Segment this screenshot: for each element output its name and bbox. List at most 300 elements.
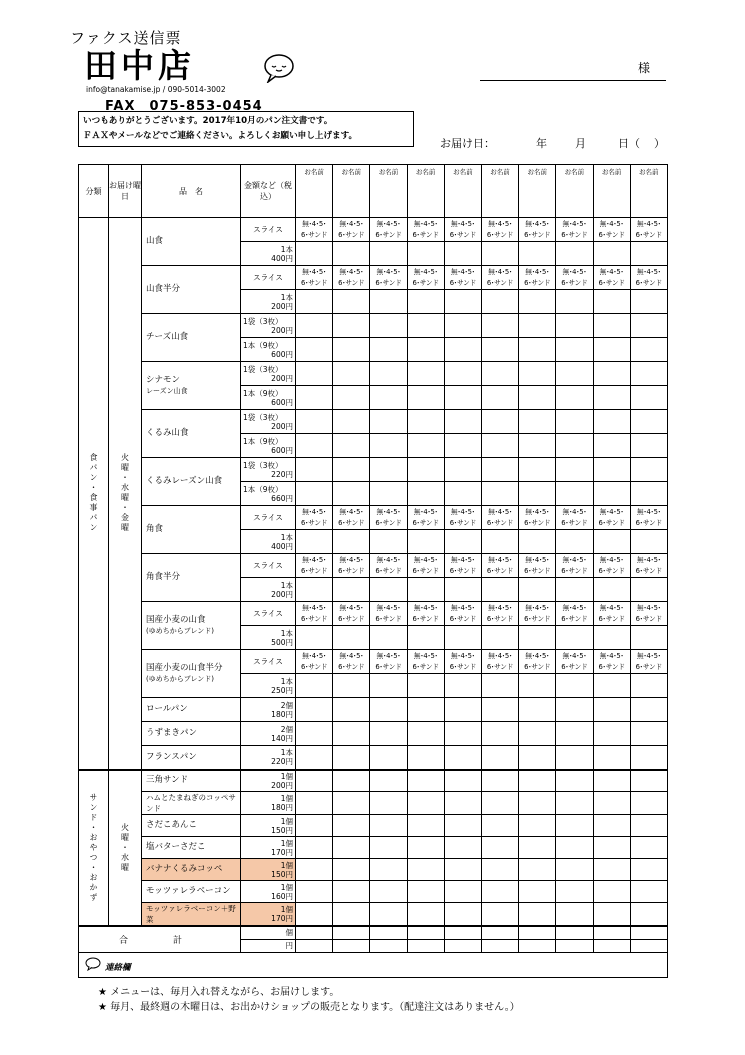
order-cell[interactable] bbox=[630, 338, 667, 362]
order-cell[interactable] bbox=[333, 859, 370, 881]
order-cell[interactable] bbox=[296, 674, 333, 698]
order-cell[interactable] bbox=[296, 815, 333, 837]
order-cell[interactable] bbox=[481, 482, 518, 506]
order-cell[interactable] bbox=[519, 362, 556, 386]
order-cell[interactable] bbox=[407, 314, 444, 338]
order-cell[interactable] bbox=[296, 314, 333, 338]
order-cell[interactable] bbox=[333, 837, 370, 859]
order-cell[interactable] bbox=[630, 554, 667, 578]
order-cell[interactable] bbox=[519, 290, 556, 314]
order-cell[interactable] bbox=[481, 674, 518, 698]
order-cell[interactable] bbox=[556, 792, 593, 815]
order-cell[interactable] bbox=[444, 218, 481, 242]
order-cell[interactable] bbox=[370, 578, 407, 602]
order-cell[interactable] bbox=[630, 770, 667, 792]
order-cell[interactable] bbox=[630, 939, 667, 952]
order-cell[interactable] bbox=[481, 242, 518, 266]
order-cell[interactable] bbox=[296, 770, 333, 792]
order-cell[interactable] bbox=[630, 386, 667, 410]
order-cell[interactable] bbox=[519, 458, 556, 482]
order-cell[interactable] bbox=[519, 314, 556, 338]
order-cell[interactable] bbox=[519, 338, 556, 362]
order-cell[interactable] bbox=[333, 530, 370, 554]
order-cell[interactable] bbox=[593, 881, 630, 903]
order-cell[interactable] bbox=[407, 698, 444, 722]
order-cell[interactable] bbox=[556, 698, 593, 722]
order-cell[interactable] bbox=[556, 881, 593, 903]
order-cell[interactable] bbox=[333, 242, 370, 266]
order-cell[interactable] bbox=[370, 815, 407, 837]
order-cell[interactable] bbox=[444, 792, 481, 815]
order-cell[interactable] bbox=[333, 939, 370, 952]
order-cell[interactable] bbox=[407, 650, 444, 674]
order-cell[interactable] bbox=[407, 578, 444, 602]
order-cell[interactable] bbox=[296, 506, 333, 530]
customer-name-cell[interactable]: お名前 bbox=[333, 165, 370, 218]
order-cell[interactable] bbox=[556, 338, 593, 362]
order-cell[interactable] bbox=[481, 926, 518, 939]
order-cell[interactable] bbox=[407, 242, 444, 266]
order-cell[interactable] bbox=[444, 314, 481, 338]
order-cell[interactable] bbox=[630, 674, 667, 698]
order-cell[interactable] bbox=[407, 626, 444, 650]
order-cell[interactable] bbox=[593, 578, 630, 602]
order-cell[interactable] bbox=[556, 482, 593, 506]
order-cell[interactable] bbox=[333, 554, 370, 578]
order-cell[interactable] bbox=[481, 386, 518, 410]
order-cell[interactable] bbox=[481, 458, 518, 482]
order-cell[interactable] bbox=[593, 386, 630, 410]
order-cell[interactable] bbox=[630, 815, 667, 837]
order-cell[interactable] bbox=[296, 458, 333, 482]
order-cell[interactable] bbox=[296, 266, 333, 290]
order-cell[interactable] bbox=[593, 746, 630, 770]
order-cell[interactable] bbox=[333, 410, 370, 434]
order-cell[interactable] bbox=[630, 434, 667, 458]
order-cell[interactable] bbox=[519, 698, 556, 722]
order-cell[interactable] bbox=[370, 338, 407, 362]
order-cell[interactable] bbox=[556, 939, 593, 952]
order-cell[interactable] bbox=[333, 674, 370, 698]
order-cell[interactable] bbox=[370, 792, 407, 815]
order-cell[interactable] bbox=[444, 338, 481, 362]
order-cell[interactable] bbox=[370, 881, 407, 903]
order-cell[interactable] bbox=[481, 626, 518, 650]
order-cell[interactable] bbox=[444, 530, 481, 554]
order-cell[interactable] bbox=[556, 650, 593, 674]
order-cell[interactable] bbox=[370, 218, 407, 242]
order-cell[interactable] bbox=[519, 903, 556, 927]
order-cell[interactable] bbox=[593, 770, 630, 792]
order-cell[interactable] bbox=[593, 650, 630, 674]
order-cell[interactable] bbox=[481, 698, 518, 722]
order-cell[interactable] bbox=[519, 859, 556, 881]
order-cell[interactable] bbox=[296, 881, 333, 903]
order-cell[interactable] bbox=[444, 881, 481, 903]
order-cell[interactable] bbox=[407, 926, 444, 939]
order-cell[interactable] bbox=[333, 506, 370, 530]
recipient-line[interactable] bbox=[480, 80, 666, 81]
order-cell[interactable] bbox=[296, 903, 333, 927]
order-cell[interactable] bbox=[630, 837, 667, 859]
order-cell[interactable] bbox=[407, 218, 444, 242]
order-cell[interactable] bbox=[630, 410, 667, 434]
order-cell[interactable] bbox=[630, 266, 667, 290]
order-cell[interactable] bbox=[556, 602, 593, 626]
order-cell[interactable] bbox=[481, 530, 518, 554]
order-cell[interactable] bbox=[333, 482, 370, 506]
order-cell[interactable] bbox=[296, 434, 333, 458]
order-cell[interactable] bbox=[481, 338, 518, 362]
order-cell[interactable] bbox=[333, 626, 370, 650]
order-cell[interactable] bbox=[519, 650, 556, 674]
order-cell[interactable] bbox=[593, 434, 630, 458]
order-cell[interactable] bbox=[593, 554, 630, 578]
order-cell[interactable] bbox=[519, 578, 556, 602]
order-cell[interactable] bbox=[296, 626, 333, 650]
order-cell[interactable] bbox=[556, 674, 593, 698]
order-cell[interactable] bbox=[481, 218, 518, 242]
order-cell[interactable] bbox=[593, 602, 630, 626]
order-cell[interactable] bbox=[593, 815, 630, 837]
order-cell[interactable] bbox=[333, 218, 370, 242]
order-cell[interactable] bbox=[370, 362, 407, 386]
order-cell[interactable] bbox=[556, 506, 593, 530]
order-cell[interactable] bbox=[333, 434, 370, 458]
order-cell[interactable] bbox=[481, 362, 518, 386]
order-cell[interactable] bbox=[370, 266, 407, 290]
order-cell[interactable] bbox=[519, 266, 556, 290]
order-cell[interactable] bbox=[630, 506, 667, 530]
order-cell[interactable] bbox=[296, 939, 333, 952]
order-cell[interactable] bbox=[407, 386, 444, 410]
order-cell[interactable] bbox=[370, 859, 407, 881]
order-cell[interactable] bbox=[593, 859, 630, 881]
order-cell[interactable] bbox=[333, 650, 370, 674]
order-cell[interactable] bbox=[407, 530, 444, 554]
order-cell[interactable] bbox=[593, 458, 630, 482]
order-cell[interactable] bbox=[333, 698, 370, 722]
order-cell[interactable] bbox=[593, 722, 630, 746]
order-cell[interactable] bbox=[444, 926, 481, 939]
customer-name-cell[interactable]: お名前 bbox=[481, 165, 518, 218]
order-cell[interactable] bbox=[481, 939, 518, 952]
order-cell[interactable] bbox=[296, 722, 333, 746]
order-cell[interactable] bbox=[519, 722, 556, 746]
order-cell[interactable] bbox=[333, 386, 370, 410]
order-cell[interactable] bbox=[593, 837, 630, 859]
order-cell[interactable] bbox=[407, 722, 444, 746]
order-cell[interactable] bbox=[333, 290, 370, 314]
order-cell[interactable] bbox=[519, 674, 556, 698]
order-cell[interactable] bbox=[296, 926, 333, 939]
order-cell[interactable] bbox=[630, 903, 667, 927]
order-cell[interactable] bbox=[333, 266, 370, 290]
order-cell[interactable] bbox=[444, 434, 481, 458]
order-cell[interactable] bbox=[593, 939, 630, 952]
order-cell[interactable] bbox=[370, 386, 407, 410]
order-cell[interactable] bbox=[407, 410, 444, 434]
order-cell[interactable] bbox=[296, 362, 333, 386]
order-cell[interactable] bbox=[593, 530, 630, 554]
order-cell[interactable] bbox=[519, 554, 556, 578]
order-cell[interactable] bbox=[519, 746, 556, 770]
order-cell[interactable] bbox=[333, 815, 370, 837]
order-cell[interactable] bbox=[444, 770, 481, 792]
order-cell[interactable] bbox=[296, 698, 333, 722]
order-cell[interactable] bbox=[407, 815, 444, 837]
order-cell[interactable] bbox=[556, 218, 593, 242]
order-cell[interactable] bbox=[407, 881, 444, 903]
order-cell[interactable] bbox=[296, 218, 333, 242]
order-cell[interactable] bbox=[519, 926, 556, 939]
order-cell[interactable] bbox=[407, 266, 444, 290]
order-cell[interactable] bbox=[333, 362, 370, 386]
order-cell[interactable] bbox=[630, 859, 667, 881]
order-cell[interactable] bbox=[481, 314, 518, 338]
order-cell[interactable] bbox=[593, 290, 630, 314]
order-cell[interactable] bbox=[444, 362, 481, 386]
order-cell[interactable] bbox=[370, 530, 407, 554]
order-cell[interactable] bbox=[444, 410, 481, 434]
order-cell[interactable] bbox=[444, 290, 481, 314]
contact-field[interactable] bbox=[79, 952, 668, 977]
order-cell[interactable] bbox=[630, 626, 667, 650]
order-cell[interactable] bbox=[296, 386, 333, 410]
order-cell[interactable] bbox=[444, 815, 481, 837]
order-cell[interactable] bbox=[296, 290, 333, 314]
order-cell[interactable] bbox=[444, 903, 481, 927]
order-cell[interactable] bbox=[556, 815, 593, 837]
order-cell[interactable] bbox=[630, 792, 667, 815]
order-cell[interactable] bbox=[481, 434, 518, 458]
order-cell[interactable] bbox=[370, 926, 407, 939]
order-cell[interactable] bbox=[519, 837, 556, 859]
order-cell[interactable] bbox=[481, 410, 518, 434]
order-cell[interactable] bbox=[296, 410, 333, 434]
order-cell[interactable] bbox=[444, 837, 481, 859]
order-cell[interactable] bbox=[593, 903, 630, 927]
order-cell[interactable] bbox=[370, 722, 407, 746]
order-cell[interactable] bbox=[296, 859, 333, 881]
order-cell[interactable] bbox=[519, 386, 556, 410]
customer-name-cell[interactable]: お名前 bbox=[444, 165, 481, 218]
order-cell[interactable] bbox=[333, 792, 370, 815]
order-cell[interactable] bbox=[333, 722, 370, 746]
order-cell[interactable] bbox=[407, 837, 444, 859]
order-cell[interactable] bbox=[630, 602, 667, 626]
order-cell[interactable] bbox=[333, 746, 370, 770]
order-cell[interactable] bbox=[481, 722, 518, 746]
order-cell[interactable] bbox=[407, 939, 444, 952]
order-cell[interactable] bbox=[519, 626, 556, 650]
order-cell[interactable] bbox=[556, 290, 593, 314]
order-cell[interactable] bbox=[593, 674, 630, 698]
order-cell[interactable] bbox=[556, 859, 593, 881]
order-cell[interactable] bbox=[444, 602, 481, 626]
order-cell[interactable] bbox=[296, 530, 333, 554]
order-cell[interactable] bbox=[407, 362, 444, 386]
order-cell[interactable] bbox=[370, 939, 407, 952]
order-cell[interactable] bbox=[407, 792, 444, 815]
order-cell[interactable] bbox=[370, 602, 407, 626]
order-cell[interactable] bbox=[519, 506, 556, 530]
order-cell[interactable] bbox=[556, 926, 593, 939]
order-cell[interactable] bbox=[481, 290, 518, 314]
order-cell[interactable] bbox=[296, 578, 333, 602]
order-cell[interactable] bbox=[407, 482, 444, 506]
order-cell[interactable] bbox=[593, 926, 630, 939]
order-cell[interactable] bbox=[444, 746, 481, 770]
order-cell[interactable] bbox=[481, 650, 518, 674]
order-cell[interactable] bbox=[296, 650, 333, 674]
order-cell[interactable] bbox=[556, 722, 593, 746]
order-cell[interactable] bbox=[630, 578, 667, 602]
order-cell[interactable] bbox=[444, 698, 481, 722]
order-cell[interactable] bbox=[333, 458, 370, 482]
order-cell[interactable] bbox=[556, 434, 593, 458]
order-cell[interactable] bbox=[593, 314, 630, 338]
order-cell[interactable] bbox=[630, 650, 667, 674]
order-cell[interactable] bbox=[444, 554, 481, 578]
order-cell[interactable] bbox=[370, 674, 407, 698]
order-cell[interactable] bbox=[407, 602, 444, 626]
order-cell[interactable] bbox=[370, 506, 407, 530]
order-cell[interactable] bbox=[593, 506, 630, 530]
order-cell[interactable] bbox=[519, 530, 556, 554]
order-cell[interactable] bbox=[556, 626, 593, 650]
order-cell[interactable] bbox=[556, 837, 593, 859]
order-cell[interactable] bbox=[407, 434, 444, 458]
order-cell[interactable] bbox=[519, 792, 556, 815]
order-cell[interactable] bbox=[481, 602, 518, 626]
order-cell[interactable] bbox=[333, 881, 370, 903]
order-cell[interactable] bbox=[370, 770, 407, 792]
order-cell[interactable] bbox=[333, 338, 370, 362]
order-cell[interactable] bbox=[444, 859, 481, 881]
order-cell[interactable] bbox=[519, 602, 556, 626]
order-cell[interactable] bbox=[407, 458, 444, 482]
customer-name-cell[interactable]: お名前 bbox=[630, 165, 667, 218]
order-cell[interactable] bbox=[333, 926, 370, 939]
order-cell[interactable] bbox=[370, 650, 407, 674]
order-cell[interactable] bbox=[444, 578, 481, 602]
order-cell[interactable] bbox=[630, 530, 667, 554]
order-cell[interactable] bbox=[556, 554, 593, 578]
order-cell[interactable] bbox=[593, 626, 630, 650]
order-cell[interactable] bbox=[630, 362, 667, 386]
order-cell[interactable] bbox=[370, 554, 407, 578]
order-cell[interactable] bbox=[630, 482, 667, 506]
order-cell[interactable] bbox=[481, 506, 518, 530]
order-cell[interactable] bbox=[593, 266, 630, 290]
order-cell[interactable] bbox=[593, 482, 630, 506]
order-cell[interactable] bbox=[407, 338, 444, 362]
order-cell[interactable] bbox=[556, 362, 593, 386]
order-cell[interactable] bbox=[593, 218, 630, 242]
order-cell[interactable] bbox=[333, 314, 370, 338]
order-cell[interactable] bbox=[481, 881, 518, 903]
order-cell[interactable] bbox=[370, 290, 407, 314]
order-cell[interactable] bbox=[370, 903, 407, 927]
order-cell[interactable] bbox=[519, 881, 556, 903]
order-cell[interactable] bbox=[370, 434, 407, 458]
order-cell[interactable] bbox=[296, 792, 333, 815]
order-cell[interactable] bbox=[444, 650, 481, 674]
order-cell[interactable] bbox=[370, 482, 407, 506]
order-cell[interactable] bbox=[296, 338, 333, 362]
order-cell[interactable] bbox=[630, 722, 667, 746]
order-cell[interactable] bbox=[593, 338, 630, 362]
order-cell[interactable] bbox=[556, 410, 593, 434]
order-cell[interactable] bbox=[593, 242, 630, 266]
order-cell[interactable] bbox=[407, 903, 444, 927]
order-cell[interactable] bbox=[407, 770, 444, 792]
order-cell[interactable] bbox=[556, 903, 593, 927]
order-cell[interactable] bbox=[370, 837, 407, 859]
order-cell[interactable] bbox=[407, 859, 444, 881]
order-cell[interactable] bbox=[407, 506, 444, 530]
order-cell[interactable] bbox=[444, 482, 481, 506]
order-cell[interactable] bbox=[519, 242, 556, 266]
order-cell[interactable] bbox=[630, 242, 667, 266]
order-cell[interactable] bbox=[333, 770, 370, 792]
order-cell[interactable] bbox=[519, 218, 556, 242]
order-cell[interactable] bbox=[333, 903, 370, 927]
order-cell[interactable] bbox=[481, 770, 518, 792]
order-cell[interactable] bbox=[444, 722, 481, 746]
customer-name-cell[interactable]: お名前 bbox=[519, 165, 556, 218]
order-cell[interactable] bbox=[556, 578, 593, 602]
order-cell[interactable] bbox=[296, 482, 333, 506]
order-cell[interactable] bbox=[296, 746, 333, 770]
order-cell[interactable] bbox=[296, 554, 333, 578]
order-cell[interactable] bbox=[407, 746, 444, 770]
order-cell[interactable] bbox=[296, 837, 333, 859]
order-cell[interactable] bbox=[630, 218, 667, 242]
order-cell[interactable] bbox=[370, 458, 407, 482]
order-cell[interactable] bbox=[370, 314, 407, 338]
order-cell[interactable] bbox=[630, 290, 667, 314]
order-cell[interactable] bbox=[370, 626, 407, 650]
order-cell[interactable] bbox=[519, 939, 556, 952]
order-cell[interactable] bbox=[296, 242, 333, 266]
order-cell[interactable] bbox=[444, 242, 481, 266]
customer-name-cell[interactable]: お名前 bbox=[556, 165, 593, 218]
order-cell[interactable] bbox=[519, 815, 556, 837]
order-cell[interactable] bbox=[333, 602, 370, 626]
order-cell[interactable] bbox=[556, 770, 593, 792]
order-cell[interactable] bbox=[444, 506, 481, 530]
order-cell[interactable] bbox=[444, 458, 481, 482]
order-cell[interactable] bbox=[370, 410, 407, 434]
order-cell[interactable] bbox=[630, 698, 667, 722]
order-cell[interactable] bbox=[407, 290, 444, 314]
order-cell[interactable] bbox=[407, 674, 444, 698]
order-cell[interactable] bbox=[556, 266, 593, 290]
order-cell[interactable] bbox=[593, 698, 630, 722]
order-cell[interactable] bbox=[593, 410, 630, 434]
order-cell[interactable] bbox=[444, 266, 481, 290]
order-cell[interactable] bbox=[370, 746, 407, 770]
order-cell[interactable] bbox=[630, 926, 667, 939]
order-cell[interactable] bbox=[519, 482, 556, 506]
order-cell[interactable] bbox=[444, 674, 481, 698]
customer-name-cell[interactable]: お名前 bbox=[593, 165, 630, 218]
order-cell[interactable] bbox=[556, 314, 593, 338]
order-cell[interactable] bbox=[481, 266, 518, 290]
order-cell[interactable] bbox=[556, 530, 593, 554]
